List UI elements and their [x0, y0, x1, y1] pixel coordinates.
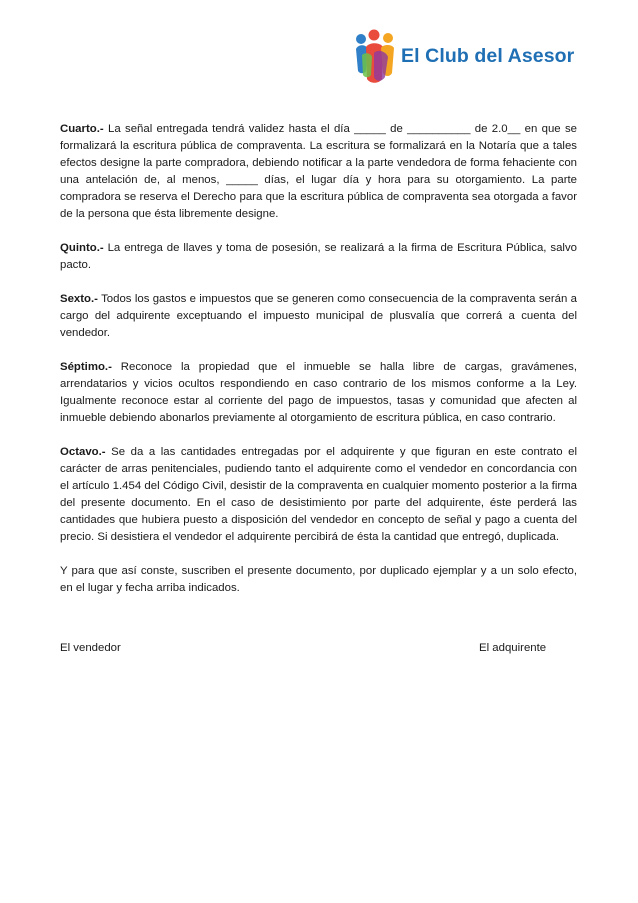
clause-cuarto: [60, 121, 577, 223]
clause-heading: Quinto.-: [60, 242, 104, 254]
clause-octavo: [60, 444, 577, 546]
clause-text: Reconoce la propiedad que el inmueble se halla libre de cargas, gravámenes, arrendatarios y vicios ocultos respondiendo en caso contrario de los mismos conforme a la Ley. Igualmente reconoce estar al corriente del pago de impuestos, tasas y comunidad que afecten al inmueble debiendo abonarlos previamente al otorgamiento de escritura pública, en caso contrario.: [60, 361, 577, 424]
clause-text: La señal entregada tendrá validez hasta el día _____ de __________ de 2.0__ en que se formalizará la escritura pública de compraventa. La escritura se formalizará en la Notaría que a tales efectos designe la parte compradora, debiendo notificar a la parte vendedora de forma fehaciente con una antelación de, al menos, _____ días, el lugar día y hora para su otorgamiento. La parte compradora se reserva el Derecho para que la escritura pública de compraventa sea otorgada a favor de la persona que ésta libremente designe.: [60, 123, 577, 220]
people-circle-logo-icon: [352, 27, 402, 85]
brand-name: El Club del Asesor: [401, 45, 575, 67]
clause-sexto: [60, 291, 577, 342]
clause-heading: Cuarto.-: [60, 123, 104, 135]
contract-clauses: [60, 121, 577, 597]
clause-text: La entrega de llaves y toma de posesión, se realizará a la firma de Escritura Pública, salvo pacto.: [60, 242, 577, 271]
clause-heading: Sexto.-: [60, 293, 98, 305]
brand-logo: [352, 27, 584, 85]
clause-heading: Séptimo.-: [60, 361, 112, 373]
clause-text: Todos los gastos e impuestos que se generen como consecuencia de la compraventa serán a cargo del adquirente exceptuando el impuesto municipal de plusvalía que correrá a cuenta del vendedor.: [60, 293, 577, 339]
seller-signature-label: El vendedor: [60, 642, 121, 654]
clause-quinto: [60, 240, 577, 274]
closing-paragraph: Y para que así conste, suscriben el presente documento, por duplicado ejemplar y a un solo efecto, en el lugar y fecha arriba indicados.: [60, 565, 577, 594]
clause-text: Se da a las cantidades entregadas por el adquirente y que figuran en este contrato el carácter de arras penitenciales, pudiendo tanto el adquirente como el vendedor en concordancia con el artículo 1.454 del Código Civil, desistir de la compraventa en cualquier momento posterior a la firma del presente documento. En el caso de desistimiento por parte del adquirente, éste perderá las cantidades que hubiera puesto a disposición del vendedor en concepto de señal y pago a cuenta del precio. Si desistiera el vendedor el adquirente percibirá de ésta la cantidad que entregó, duplicada.: [60, 446, 577, 543]
clause-heading: Octavo.-: [60, 446, 106, 458]
clause-septimo: [60, 359, 577, 427]
buyer-signature-label: El adquirente: [479, 642, 547, 654]
